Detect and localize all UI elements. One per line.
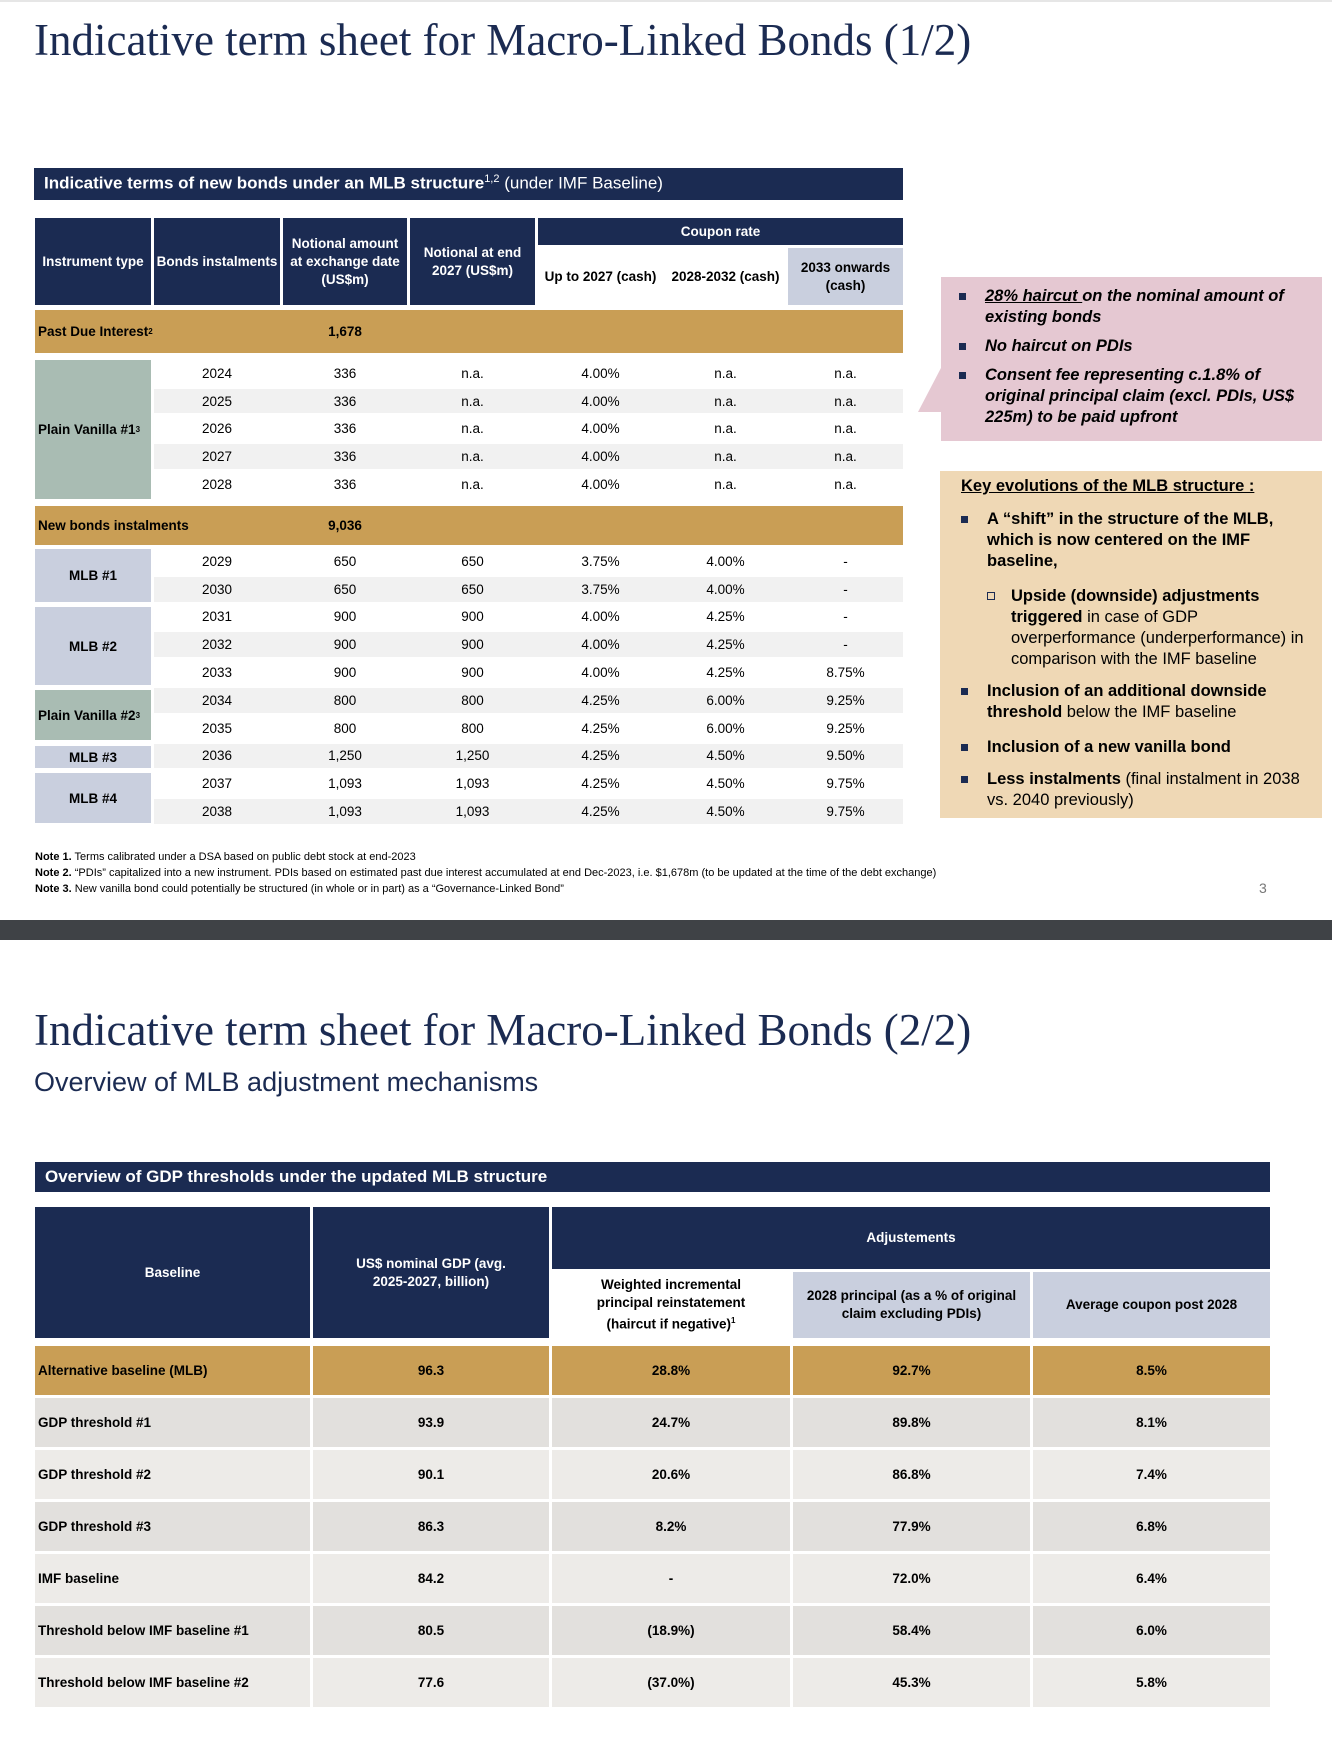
header-instrument-type: Instrument type bbox=[35, 218, 151, 305]
key-evolutions-box bbox=[940, 471, 1322, 818]
gdp-row-coupon: 8.5% bbox=[1033, 1346, 1270, 1395]
new-row-year: 2034 bbox=[201, 692, 233, 708]
gdp-row-principal: 77.9% bbox=[793, 1502, 1030, 1551]
pv1-row-notional: 336 bbox=[333, 393, 357, 409]
evolution-sub-bullet: Upside (downside) adjustments triggered in case of GDP overperformance (underperformance) in comparison with the IMF baseline bbox=[987, 586, 1312, 670]
new-row-c2: 4.25% bbox=[706, 637, 745, 653]
pv1-row-c1: 4.00% bbox=[581, 476, 620, 492]
new-row-c3: 9.25% bbox=[826, 720, 865, 736]
new-row-notional: 900 bbox=[333, 665, 357, 681]
gdp-row-coupon: 6.4% bbox=[1033, 1554, 1270, 1603]
new-row-year: 2030 bbox=[201, 581, 233, 597]
new-row-end: 1,093 bbox=[455, 776, 490, 792]
gdp-row-principal: 58.4% bbox=[793, 1606, 1030, 1655]
new-row-c1: 4.25% bbox=[581, 776, 620, 792]
new-row-c2: 6.00% bbox=[706, 720, 745, 736]
gdp-row-principal: 72.0% bbox=[793, 1554, 1030, 1603]
evolution-bullet-4: Less instalments (final instalment in 2038 vs. 2040 previously) bbox=[961, 769, 1311, 811]
new-row-year: 2037 bbox=[201, 776, 233, 792]
section-bar-main: Indicative terms of new bonds under an MLB structure bbox=[44, 173, 485, 193]
new-row-c2: 4.50% bbox=[706, 748, 745, 764]
gdp-row-gdp: 93.9 bbox=[313, 1398, 549, 1447]
pv1-row-notional: 336 bbox=[333, 448, 357, 464]
gdp-row-principal: 89.8% bbox=[793, 1398, 1030, 1447]
key-evolutions-title: Key evolutions of the MLB structure : bbox=[961, 477, 1255, 495]
pv1-row-year: 2028 bbox=[201, 476, 233, 492]
slide-divider bbox=[0, 920, 1332, 940]
new-row-c1: 4.00% bbox=[581, 637, 620, 653]
new-row-c2: 4.00% bbox=[706, 553, 745, 569]
slide1-section-bar bbox=[34, 168, 903, 200]
new-row-c1: 3.75% bbox=[581, 553, 620, 569]
gdp-row-gdp: 84.2 bbox=[313, 1554, 549, 1603]
pink-bullet-3: Consent fee representing c.1.8% of original principal claim (excl. PDIs, US$ 225m) to be paid upfront bbox=[959, 365, 1311, 428]
evolution-bullet-3: Inclusion of a new vanilla bond bbox=[961, 737, 1311, 758]
new-row-c2: 6.00% bbox=[706, 692, 745, 708]
slide2-title: Indicative term sheet for Macro-Linked Bonds (2/2) bbox=[34, 1005, 972, 1055]
new-row-year: 2032 bbox=[201, 637, 233, 653]
new-row-c3: - bbox=[843, 553, 848, 569]
slide1-title: Indicative term sheet for Macro-Linked Bonds (1/2) bbox=[34, 15, 972, 65]
new-row-year: 2029 bbox=[201, 553, 233, 569]
pv1-row-c2: n.a. bbox=[714, 393, 737, 409]
new-row-c3: 9.75% bbox=[826, 776, 865, 792]
new-row-c2: 4.50% bbox=[706, 804, 745, 820]
mlb2-label: MLB #2 bbox=[68, 638, 117, 654]
new-row-c3: 9.50% bbox=[826, 748, 865, 764]
new-row-end: 900 bbox=[461, 609, 484, 625]
new-row-c2: 4.00% bbox=[706, 581, 745, 597]
header-2033-onwards: 2033 onwards (cash) bbox=[788, 248, 903, 305]
new-row-year: 2033 bbox=[201, 665, 233, 681]
new-row-notional: 1,250 bbox=[328, 748, 362, 764]
pv1-row-c1: 4.00% bbox=[581, 393, 620, 409]
gdp-row-label: Threshold below IMF baseline #1 bbox=[35, 1606, 310, 1655]
gdp-row-gdp: 90.1 bbox=[313, 1450, 549, 1499]
gdp-row-gdp: 80.5 bbox=[313, 1606, 549, 1655]
pv2-label: Plain Vanilla #2 3 bbox=[38, 707, 141, 723]
pv1-row-c3: n.a. bbox=[834, 365, 857, 381]
note-1: Note 1. Terms calibrated under a DSA based on public debt stock at end-2023 bbox=[35, 851, 416, 863]
header-weighted: Weighted incremental principal reinstatement (haircut if negative)$^1$ bbox=[552, 1272, 790, 1338]
top-border bbox=[0, 0, 1332, 2]
new-row-c3: - bbox=[843, 637, 848, 653]
pv1-label: Plain Vanilla #1 3 bbox=[38, 422, 141, 437]
header-coupon-rate: Coupon rate bbox=[538, 218, 903, 245]
slide2-subtitle: Overview of MLB adjustment mechanisms bbox=[34, 1067, 539, 1097]
new-row-end: 900 bbox=[461, 637, 484, 653]
header-adjustements: Adjustements bbox=[552, 1207, 1270, 1269]
gdp-row-gdp: 86.3 bbox=[313, 1502, 549, 1551]
new-row-end: 1,093 bbox=[455, 804, 490, 820]
mlb4-label: MLB #4 bbox=[68, 790, 117, 806]
new-row-notional: 800 bbox=[333, 692, 357, 708]
gdp-row-label: GDP threshold #2 bbox=[35, 1450, 310, 1499]
gdp-row-coupon: 7.4% bbox=[1033, 1450, 1270, 1499]
new-bonds-amount: 9,036 bbox=[328, 518, 362, 533]
new-row-c3: - bbox=[843, 609, 848, 625]
pv1-row-c1: 4.00% bbox=[581, 365, 620, 381]
new-row-year: 2038 bbox=[201, 804, 233, 820]
pv1-row-c3: n.a. bbox=[834, 476, 857, 492]
callout-pointer bbox=[918, 366, 942, 412]
new-row-end: 1,250 bbox=[455, 748, 490, 764]
note-3: Note 3. New vanilla bond could potentially be structured (in whole or in part) as a “Governance-Linked Bond” bbox=[35, 883, 564, 895]
new-row-notional: 900 bbox=[333, 637, 357, 653]
pv1-row-year: 2025 bbox=[201, 393, 233, 409]
new-row-notional: 1,093 bbox=[328, 804, 362, 820]
new-row-c1: 4.25% bbox=[581, 804, 620, 820]
new-row-c2: 4.25% bbox=[706, 665, 745, 681]
pdi-label: Past Due Interest 2 bbox=[38, 324, 153, 339]
new-row-year: 2031 bbox=[201, 609, 233, 625]
new-row-notional: 900 bbox=[333, 609, 357, 625]
pink-bullet-2: No haircut on PDIs bbox=[959, 336, 1311, 357]
new-row-c3: - bbox=[843, 581, 848, 597]
gdp-row-weighted: (37.0%) bbox=[552, 1658, 790, 1707]
slide2-section-bar: Overview of GDP thresholds under the updated MLB structure bbox=[35, 1162, 1270, 1192]
header-principal: 2028 principal (as a % of original claim excluding PDIs) bbox=[793, 1272, 1030, 1338]
header-up-to-2027: Up to 2027 (cash) bbox=[538, 248, 663, 305]
new-row-notional: 650 bbox=[333, 581, 357, 597]
pv1-row-c1: 4.00% bbox=[581, 448, 620, 464]
gdp-row-weighted: 20.6% bbox=[552, 1450, 790, 1499]
gdp-row-label: Alternative baseline (MLB) bbox=[35, 1346, 310, 1395]
pv1-row-c2: n.a. bbox=[714, 421, 737, 437]
new-row-c2: 4.25% bbox=[706, 609, 745, 625]
pv1-row-c3: n.a. bbox=[834, 448, 857, 464]
pv1-row-end: n.a. bbox=[461, 365, 484, 381]
new-row-c1: 4.25% bbox=[581, 748, 620, 764]
gdp-row-label: GDP threshold #3 bbox=[35, 1502, 310, 1551]
page-number: 3 bbox=[1259, 880, 1267, 896]
gdp-row-label: IMF baseline bbox=[35, 1554, 310, 1603]
new-row-c1: 4.25% bbox=[581, 692, 620, 708]
gdp-row-principal: 92.7% bbox=[793, 1346, 1030, 1395]
new-row-notional: 1,093 bbox=[328, 776, 362, 792]
gdp-row-label: Threshold below IMF baseline #2 bbox=[35, 1658, 310, 1707]
new-row-c1: 4.00% bbox=[581, 665, 620, 681]
gdp-row-principal: 45.3% bbox=[793, 1658, 1030, 1707]
header-2028-2032: 2028-2032 (cash) bbox=[663, 248, 788, 305]
gdp-row-label: GDP threshold #1 bbox=[35, 1398, 310, 1447]
new-bonds-label: New bonds instalments bbox=[38, 518, 189, 533]
header-bonds-instalments: Bonds instalments bbox=[154, 218, 280, 305]
new-row-end: 800 bbox=[461, 692, 484, 708]
new-row-end: 900 bbox=[461, 665, 484, 681]
pv1-row-notional: 336 bbox=[333, 421, 357, 437]
header-notional-end: Notional at end 2027 (US$m) bbox=[410, 218, 535, 305]
pv1-row-end: n.a. bbox=[461, 476, 484, 492]
new-row-year: 2035 bbox=[201, 720, 233, 736]
pv1-row-c3: n.a. bbox=[834, 421, 857, 437]
pv1-row-end: n.a. bbox=[461, 448, 484, 464]
gdp-row-weighted: 24.7% bbox=[552, 1398, 790, 1447]
gdp-row-weighted: 28.8% bbox=[552, 1346, 790, 1395]
evolution-bullet-1: A “shift” in the structure of the MLB, which is now centered on the IMF baseline, bbox=[961, 509, 1311, 572]
pv1-row-notional: 336 bbox=[333, 365, 357, 381]
header-notional-exchange: Notional amount at exchange date (US$m) bbox=[283, 218, 407, 305]
section-bar-sup: 1,2 bbox=[484, 173, 500, 185]
pv1-row-end: n.a. bbox=[461, 393, 484, 409]
pv1-row-c2: n.a. bbox=[714, 365, 737, 381]
new-row-notional: 650 bbox=[333, 553, 357, 569]
pv1-row-c1: 4.00% bbox=[581, 421, 620, 437]
pv1-row-c2: n.a. bbox=[714, 448, 737, 464]
mlb3-label: MLB #3 bbox=[68, 749, 117, 765]
gdp-row-weighted: - bbox=[552, 1554, 790, 1603]
new-row-c3: 8.75% bbox=[826, 665, 865, 681]
pv1-row-c3: n.a. bbox=[834, 393, 857, 409]
header-baseline: Baseline bbox=[35, 1207, 310, 1338]
gdp-row-weighted: (18.9%) bbox=[552, 1606, 790, 1655]
pv1-row-end: n.a. bbox=[461, 421, 484, 437]
gdp-row-coupon: 8.1% bbox=[1033, 1398, 1270, 1447]
new-row-c1: 4.00% bbox=[581, 609, 620, 625]
gdp-row-principal: 86.8% bbox=[793, 1450, 1030, 1499]
new-row-c2: 4.50% bbox=[706, 776, 745, 792]
evolution-bullet-2: Inclusion of an additional downside threshold below the IMF baseline bbox=[961, 681, 1311, 723]
pv1-row-c2: n.a. bbox=[714, 476, 737, 492]
pink-callout bbox=[941, 277, 1322, 441]
new-row-c1: 3.75% bbox=[581, 581, 620, 597]
pv1-row-year: 2026 bbox=[201, 421, 233, 437]
new-row-notional: 800 bbox=[333, 720, 357, 736]
pink-bullet-1: 28% haircut on the nominal amount of existing bonds bbox=[959, 286, 1311, 328]
mlb1-label: MLB #1 bbox=[68, 568, 117, 583]
gdp-row-weighted: 8.2% bbox=[552, 1502, 790, 1551]
pdi-amount: 1,678 bbox=[328, 324, 362, 339]
pv1-row-year: 2024 bbox=[201, 365, 233, 381]
new-row-end: 650 bbox=[461, 581, 484, 597]
pv1-row-notional: 336 bbox=[333, 476, 357, 492]
section-bar-suffix: (under IMF Baseline) bbox=[499, 173, 663, 193]
gdp-row-coupon: 6.0% bbox=[1033, 1606, 1270, 1655]
new-row-year: 2036 bbox=[201, 748, 233, 764]
header-coupon: Average coupon post 2028 bbox=[1033, 1272, 1270, 1338]
gdp-row-coupon: 5.8% bbox=[1033, 1658, 1270, 1707]
new-row-c1: 4.25% bbox=[581, 720, 620, 736]
gdp-row-gdp: 77.6 bbox=[313, 1658, 549, 1707]
new-row-end: 650 bbox=[461, 553, 484, 569]
new-row-c3: 9.25% bbox=[826, 692, 865, 708]
header-gdp: US$ nominal GDP (avg. 2025-2027, billion) bbox=[313, 1207, 549, 1338]
gdp-row-coupon: 6.8% bbox=[1033, 1502, 1270, 1551]
note-2: Note 2. “PDIs” capitalized into a new instrument. PDIs based on estimated past due interest accumulated at end Dec-2023, i.e. $1,678m (to be updated at the time of the debt exchange) bbox=[35, 867, 937, 879]
new-row-end: 800 bbox=[461, 720, 484, 736]
new-row-c3: 9.75% bbox=[826, 804, 865, 820]
pv1-row-year: 2027 bbox=[201, 448, 233, 464]
gdp-row-gdp: 96.3 bbox=[313, 1346, 549, 1395]
